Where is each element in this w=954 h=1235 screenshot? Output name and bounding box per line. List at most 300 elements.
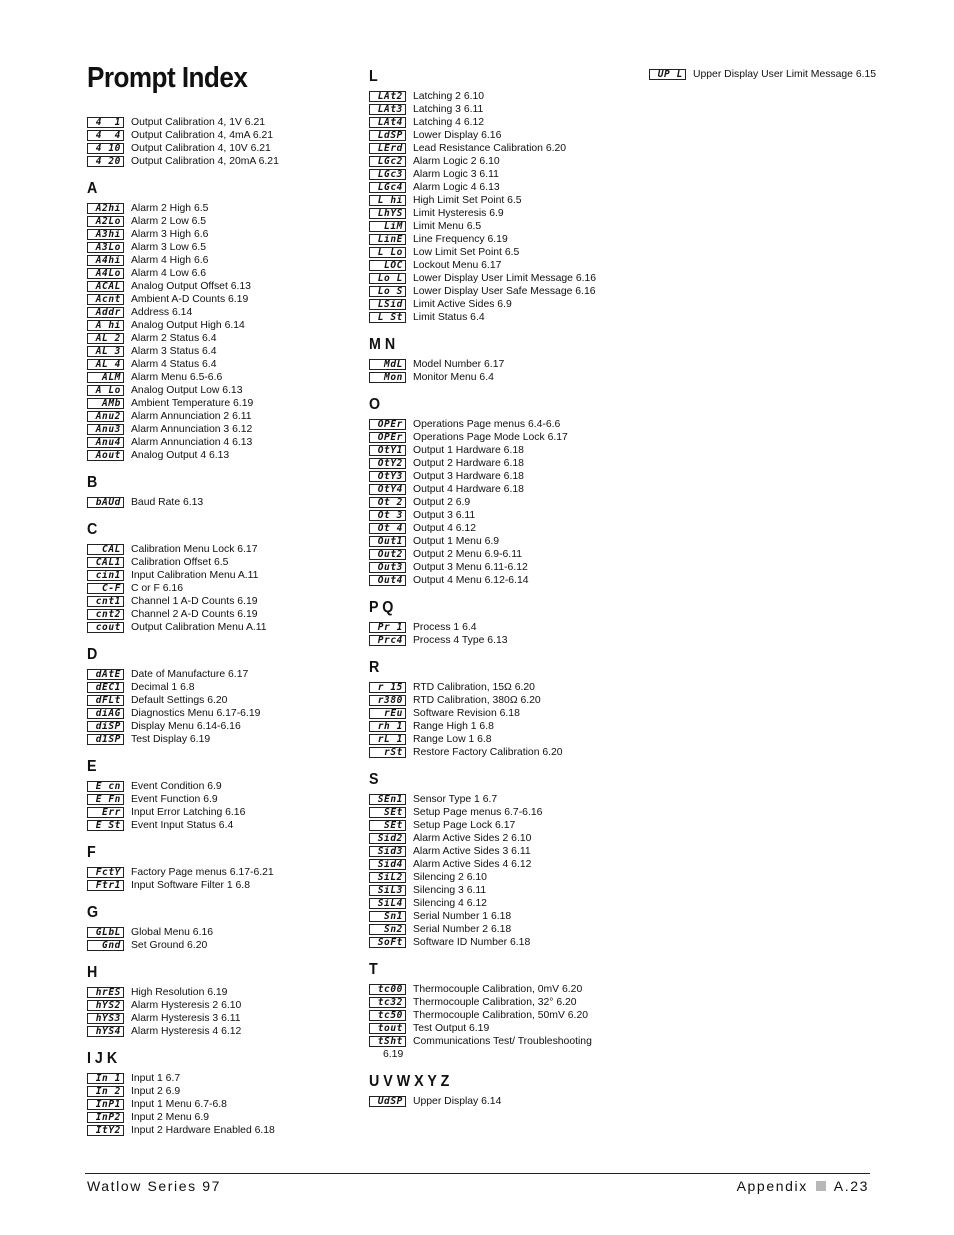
index-entry xyxy=(87,806,357,819)
entry-description: Alarm 3 Low 6.5 xyxy=(131,242,207,253)
entry-description: Serial Number 2 6.18 xyxy=(413,924,512,935)
display-prompt-code: A3hi xyxy=(87,229,124,240)
display-prompt-code: bAUd xyxy=(87,497,124,508)
entry-description: High Limit Set Point 6.5 xyxy=(413,195,522,206)
section-letter-heading: R xyxy=(369,659,380,676)
display-prompt-code: Sid4 xyxy=(369,859,406,870)
display-prompt-code: rEu xyxy=(369,708,406,719)
page-title: Prompt Index xyxy=(87,62,248,94)
entry-description: Lockout Menu 6.17 xyxy=(413,260,502,271)
index-entry xyxy=(87,694,357,707)
index-entry xyxy=(87,215,357,228)
index-entry xyxy=(369,194,639,207)
index-entry xyxy=(87,926,357,939)
section-letter-heading: G xyxy=(87,904,99,921)
entry-description: Alarm 4 Status 6.4 xyxy=(131,359,217,370)
display-prompt-code: diSP xyxy=(87,721,124,732)
display-prompt-code: LGc4 xyxy=(369,182,406,193)
entry-description: Alarm Logic 3 6.11 xyxy=(413,169,499,180)
index-entry xyxy=(369,1095,639,1108)
entry-description: Output Calibration Menu A.11 xyxy=(131,622,267,633)
index-section xyxy=(369,659,639,759)
display-prompt-code: Out3 xyxy=(369,562,406,573)
entry-description: Limit Menu 6.5 xyxy=(413,221,482,232)
index-entry xyxy=(369,522,639,535)
entry-description: Input Calibration Menu A.11 xyxy=(131,570,259,581)
entry-description: Alarm 4 Low 6.6 xyxy=(131,268,207,279)
index-entry xyxy=(87,707,357,720)
entry-description: Input 2 6.9 xyxy=(131,1086,181,1097)
display-prompt-code: A hi xyxy=(87,320,124,331)
entry-description: Input 1 6.7 xyxy=(131,1073,181,1084)
square-bullet-icon xyxy=(816,1181,826,1191)
index-section xyxy=(369,961,639,1061)
entry-description: Alarm 2 Low 6.5 xyxy=(131,216,207,227)
footer-page-info xyxy=(737,1178,869,1194)
display-prompt-code: SEt xyxy=(369,807,406,818)
display-prompt-code: ACAL xyxy=(87,281,124,292)
index-entry xyxy=(369,129,639,142)
index-entry xyxy=(369,923,639,936)
index-entry xyxy=(87,1124,357,1137)
display-prompt-code: OtY3 xyxy=(369,471,406,482)
index-entry xyxy=(369,220,639,233)
entry-description: Output Calibration 4, 4mA 6.21 xyxy=(131,130,274,141)
entry-description: Input 1 Menu 6.7-6.8 xyxy=(131,1099,227,1110)
display-prompt-code: AMb xyxy=(87,398,124,409)
index-entry xyxy=(369,181,639,194)
index-entry xyxy=(87,423,357,436)
entry-description: Upper Display 6.14 xyxy=(413,1096,502,1107)
display-prompt-code: L Lo xyxy=(369,247,406,258)
index-entry xyxy=(369,832,639,845)
index-entry xyxy=(369,936,639,949)
index-entry xyxy=(87,267,357,280)
display-prompt-code: 4 4 xyxy=(87,130,124,141)
display-prompt-code: OtY1 xyxy=(369,445,406,456)
display-prompt-code: SiL4 xyxy=(369,898,406,909)
footer-section: Appendix xyxy=(736,1178,808,1194)
entry-description: Limit Hysteresis 6.9 xyxy=(413,208,504,219)
display-prompt-code: Prc4 xyxy=(369,635,406,646)
index-entry xyxy=(369,259,639,272)
display-prompt-code: hrES xyxy=(87,987,124,998)
entry-description: Decimal 1 6.8 xyxy=(131,682,195,693)
display-prompt-code: A2hi xyxy=(87,203,124,214)
index-entry xyxy=(369,233,639,246)
entry-description: Input Software Filter 1 6.8 xyxy=(131,880,250,891)
display-prompt-code: tSht xyxy=(369,1036,406,1047)
index-entry xyxy=(87,556,357,569)
display-prompt-code: E cn xyxy=(87,781,124,792)
index-column-1 xyxy=(87,116,357,1137)
display-prompt-code: InP2 xyxy=(87,1112,124,1123)
index-entry xyxy=(369,371,639,384)
display-prompt-code: E Fn xyxy=(87,794,124,805)
entry-description: Diagnostics Menu 6.17-6.19 xyxy=(131,708,261,719)
index-entry xyxy=(87,582,357,595)
entry-description: Address 6.14 xyxy=(131,307,193,318)
entry-description: Range Low 1 6.8 xyxy=(413,734,492,745)
entry-description: Alarm Hysteresis 3 6.11 xyxy=(131,1013,241,1024)
entry-description: Alarm Annunciation 3 6.12 xyxy=(131,424,253,435)
display-prompt-code: Sid3 xyxy=(369,846,406,857)
index-column-3 xyxy=(649,68,919,81)
entry-description: Alarm 2 Status 6.4 xyxy=(131,333,217,344)
display-prompt-code: A Lo xyxy=(87,385,124,396)
index-entry xyxy=(369,897,639,910)
entry-description: Output 4 6.12 xyxy=(413,523,476,534)
entry-description: Software Revision 6.18 xyxy=(413,708,520,719)
entry-description: Channel 1 A-D Counts 6.19 xyxy=(131,596,258,607)
index-entry xyxy=(369,142,639,155)
display-prompt-code: In 2 xyxy=(87,1086,124,1097)
display-prompt-code: LGc3 xyxy=(369,169,406,180)
index-entry xyxy=(87,1098,357,1111)
entry-description: Global Menu 6.16 xyxy=(131,927,214,938)
display-prompt-code: cnt2 xyxy=(87,609,124,620)
display-prompt-code: A2Lo xyxy=(87,216,124,227)
index-entry xyxy=(369,793,639,806)
display-prompt-code: C-F xyxy=(87,583,124,594)
index-entry xyxy=(87,280,357,293)
entry-description: Alarm 4 High 6.6 xyxy=(131,255,209,266)
display-prompt-code: rL 1 xyxy=(369,734,406,745)
display-prompt-code: AL 3 xyxy=(87,346,124,357)
index-entry xyxy=(369,845,639,858)
entry-description: Test Output 6.19 xyxy=(413,1023,490,1034)
entry-description: Calibration Offset 6.5 xyxy=(131,557,229,568)
display-prompt-code: OtY2 xyxy=(369,458,406,469)
entry-description: Sensor Type 1 6.7 xyxy=(413,794,498,805)
display-prompt-code: ALM xyxy=(87,372,124,383)
entry-description: Alarm Logic 4 6.13 xyxy=(413,182,500,193)
entry-description: Model Number 6.17 xyxy=(413,359,505,370)
index-entry xyxy=(369,103,639,116)
display-prompt-code: OPEr xyxy=(369,419,406,430)
index-entry xyxy=(649,68,919,81)
display-prompt-code: Addr xyxy=(87,307,124,318)
entry-description: Latching 4 6.12 xyxy=(413,117,485,128)
index-entry xyxy=(369,483,639,496)
display-prompt-code: In 1 xyxy=(87,1073,124,1084)
entry-description: Output 3 6.11 xyxy=(413,510,476,521)
entry-description: Output Calibration 4, 20mA 6.21 xyxy=(131,156,279,167)
entry-description: Channel 2 A-D Counts 6.19 xyxy=(131,609,258,620)
display-prompt-code: Out2 xyxy=(369,549,406,560)
entry-description: Thermocouple Calibration, 50mV 6.20 xyxy=(413,1010,589,1021)
display-prompt-code: Ftr1 xyxy=(87,880,124,891)
display-prompt-code: L St xyxy=(369,312,406,323)
entry-description: Output 4 Menu 6.12-6.14 xyxy=(413,575,529,586)
entry-description: Baud Rate 6.13 xyxy=(131,497,204,508)
display-prompt-code: hYS4 xyxy=(87,1026,124,1037)
index-entry xyxy=(369,707,639,720)
display-prompt-code: Ot 4 xyxy=(369,523,406,534)
entry-description: RTD Calibration, 15Ω 6.20 xyxy=(413,682,535,693)
entry-description: High Resolution 6.19 xyxy=(131,987,228,998)
entry-description: Output 3 Hardware 6.18 xyxy=(413,471,524,482)
index-entry xyxy=(87,720,357,733)
entry-description: Alarm Active Sides 4 6.12 xyxy=(413,859,532,870)
display-prompt-code: OtY4 xyxy=(369,484,406,495)
entry-description: Operations Page menus 6.4-6.6 xyxy=(413,419,561,430)
index-entry xyxy=(369,90,639,103)
index-entry xyxy=(369,444,639,457)
index-entry xyxy=(369,694,639,707)
index-entry xyxy=(87,254,357,267)
footer-product-name: Watlow Series 97 xyxy=(87,1178,222,1194)
display-prompt-code: cout xyxy=(87,622,124,633)
index-section xyxy=(87,646,357,746)
index-entry xyxy=(369,561,639,574)
entry-description: Alarm Hysteresis 4 6.12 xyxy=(131,1026,242,1037)
index-section xyxy=(369,1073,639,1108)
display-prompt-code: dAtE xyxy=(87,669,124,680)
display-prompt-code: UdSP xyxy=(369,1096,406,1107)
index-entry xyxy=(87,1111,357,1124)
index-entry xyxy=(87,129,357,142)
display-prompt-code: SEn1 xyxy=(369,794,406,805)
index-entry xyxy=(87,371,357,384)
display-prompt-code: SiL2 xyxy=(369,872,406,883)
index-entry xyxy=(87,397,357,410)
entry-description: Output 3 Menu 6.11-6.12 xyxy=(413,562,528,573)
index-entry xyxy=(87,384,357,397)
entry-description: Date of Manufacture 6.17 xyxy=(131,669,249,680)
index-entry xyxy=(87,202,357,215)
index-entry xyxy=(87,733,357,746)
entry-description: Silencing 2 6.10 xyxy=(413,872,487,883)
index-entry xyxy=(87,681,357,694)
index-section xyxy=(87,904,357,952)
index-entry xyxy=(369,1022,639,1035)
index-section xyxy=(87,474,357,509)
display-prompt-code: LErd xyxy=(369,143,406,154)
entry-description: Analog Output Low 6.13 xyxy=(131,385,243,396)
display-prompt-code: LSid xyxy=(369,299,406,310)
display-prompt-code: GLbL xyxy=(87,927,124,938)
index-entry xyxy=(87,306,357,319)
entry-description: Ambient A-D Counts 6.19 xyxy=(131,294,249,305)
entry-description: Serial Number 1 6.18 xyxy=(413,911,512,922)
display-prompt-code: hYS2 xyxy=(87,1000,124,1011)
section-letter-heading: H xyxy=(87,964,98,981)
index-entry xyxy=(87,410,357,423)
index-entry xyxy=(87,866,357,879)
index-entry xyxy=(87,436,357,449)
index-entry xyxy=(87,358,357,371)
entry-description: Input 2 Hardware Enabled 6.18 xyxy=(131,1125,275,1136)
display-prompt-code: Acnt xyxy=(87,294,124,305)
display-prompt-code: 4 10 xyxy=(87,143,124,154)
section-letter-heading: P Q xyxy=(369,599,394,616)
display-prompt-code: AL 4 xyxy=(87,359,124,370)
index-entry xyxy=(87,621,357,634)
index-entry xyxy=(87,780,357,793)
index-entry xyxy=(369,207,639,220)
display-prompt-code: InP1 xyxy=(87,1099,124,1110)
entry-description: Line Frequency 6.19 xyxy=(413,234,508,245)
index-section xyxy=(369,68,639,324)
entry-description: Lower Display User Safe Message 6.16 xyxy=(413,286,596,297)
index-entry xyxy=(369,574,639,587)
entry-description: Ambient Temperature 6.19 xyxy=(131,398,254,409)
index-section xyxy=(87,116,357,168)
display-prompt-code: A3Lo xyxy=(87,242,124,253)
entry-description: Output 1 Menu 6.9 xyxy=(413,536,500,547)
index-section xyxy=(369,336,639,384)
entry-description: Lower Display User Limit Message 6.16 xyxy=(413,273,597,284)
index-section xyxy=(87,180,357,462)
display-prompt-code: OPEr xyxy=(369,432,406,443)
entry-description: Factory Page menus 6.17-6.21 xyxy=(131,867,274,878)
index-entry xyxy=(87,879,357,892)
index-entry xyxy=(369,910,639,923)
index-entry xyxy=(369,535,639,548)
index-entry xyxy=(87,241,357,254)
index-entry xyxy=(369,871,639,884)
index-section xyxy=(87,1050,357,1137)
index-entry xyxy=(369,311,639,324)
section-letter-heading: U V W X Y Z xyxy=(369,1073,450,1090)
section-letter-heading: S xyxy=(369,771,379,788)
index-entry xyxy=(369,285,639,298)
index-entry xyxy=(369,733,639,746)
entry-description: Alarm Menu 6.5-6.6 xyxy=(131,372,223,383)
index-entry xyxy=(87,142,357,155)
display-prompt-code: E St xyxy=(87,820,124,831)
display-prompt-code: LAt3 xyxy=(369,104,406,115)
display-prompt-code: tc32 xyxy=(369,997,406,1008)
entry-description: Silencing 4 6.12 xyxy=(413,898,487,909)
entry-description: Test Display 6.19 xyxy=(131,734,211,745)
index-section xyxy=(87,844,357,892)
index-entry xyxy=(369,457,639,470)
entry-description: Analog Output High 6.14 xyxy=(131,320,245,331)
entry-description: Limit Active Sides 6.9 xyxy=(413,299,512,310)
entry-description: Alarm Logic 2 6.10 xyxy=(413,156,500,167)
entry-description: Thermocouple Calibration, 0mV 6.20 xyxy=(413,984,583,995)
entry-description: Range High 1 6.8 xyxy=(413,721,494,732)
index-entry xyxy=(87,999,357,1012)
display-prompt-code: 4 20 xyxy=(87,156,124,167)
display-prompt-code: hYS3 xyxy=(87,1013,124,1024)
index-entry xyxy=(369,246,639,259)
display-prompt-code: LAt4 xyxy=(369,117,406,128)
entry-description: Limit Status 6.4 xyxy=(413,312,485,323)
display-prompt-code: UP L xyxy=(649,69,686,80)
index-entry xyxy=(369,509,639,522)
section-letter-heading: D xyxy=(87,646,98,663)
index-entry xyxy=(87,939,357,952)
entry-description: Latching 2 6.10 xyxy=(413,91,485,102)
footer-page-number: A.23 xyxy=(833,1178,869,1194)
entry-description: Alarm 3 Status 6.4 xyxy=(131,346,217,357)
index-entry xyxy=(87,668,357,681)
display-prompt-code: r380 xyxy=(369,695,406,706)
display-prompt-code: Sn1 xyxy=(369,911,406,922)
index-section xyxy=(369,396,639,587)
display-prompt-code: LiM xyxy=(369,221,406,232)
section-letter-heading: O xyxy=(369,396,381,413)
display-prompt-code: tout xyxy=(369,1023,406,1034)
entry-description: Event Function 6.9 xyxy=(131,794,218,805)
index-entry xyxy=(369,681,639,694)
display-prompt-code: CAL xyxy=(87,544,124,555)
display-prompt-code: A4Lo xyxy=(87,268,124,279)
section-letter-heading: T xyxy=(369,961,378,978)
footer-divider xyxy=(85,1173,870,1174)
entry-description: Communications Test/ Troubleshooting xyxy=(413,1036,592,1047)
index-section xyxy=(87,521,357,634)
index-entry xyxy=(87,332,357,345)
entry-description: Alarm Annunciation 4 6.13 xyxy=(131,437,253,448)
display-prompt-code: 4 1 xyxy=(87,117,124,128)
index-entry xyxy=(369,155,639,168)
entry-description: Silencing 3 6.11 xyxy=(413,885,487,896)
entry-description: Alarm Hysteresis 2 6.10 xyxy=(131,1000,242,1011)
display-prompt-code: Lo S xyxy=(369,286,406,297)
index-entry xyxy=(87,608,357,621)
entry-description: Operations Page Mode Lock 6.17 xyxy=(413,432,568,443)
index-section xyxy=(369,599,639,647)
entry-description: Output 1 Hardware 6.18 xyxy=(413,445,524,456)
index-entry xyxy=(369,806,639,819)
display-prompt-code: Anu3 xyxy=(87,424,124,435)
index-entry xyxy=(369,116,639,129)
index-entry xyxy=(87,293,357,306)
index-entry xyxy=(87,569,357,582)
entry-description: Event Input Status 6.4 xyxy=(131,820,234,831)
index-entry xyxy=(369,431,639,444)
display-prompt-code: tc50 xyxy=(369,1010,406,1021)
entry-description: Display Menu 6.14-6.16 xyxy=(131,721,241,732)
entry-description: Process 4 Type 6.13 xyxy=(413,635,508,646)
index-entry xyxy=(369,1035,639,1048)
display-prompt-code: diAG xyxy=(87,708,124,719)
display-prompt-code: SoFt xyxy=(369,937,406,948)
section-letter-heading: C xyxy=(87,521,98,538)
display-prompt-code: L hi xyxy=(369,195,406,206)
display-prompt-code: dFLt xyxy=(87,695,124,706)
index-entry xyxy=(369,548,639,561)
display-prompt-code: SEt xyxy=(369,820,406,831)
index-entry xyxy=(369,168,639,181)
entry-description: Input Error Latching 6.16 xyxy=(131,807,246,818)
entry-description: Output 2 Hardware 6.18 xyxy=(413,458,524,469)
display-prompt-code: Ot 2 xyxy=(369,497,406,508)
display-prompt-code: Pr 1 xyxy=(369,622,406,633)
index-entry xyxy=(369,470,639,483)
section-letter-heading: M N xyxy=(369,336,396,353)
display-prompt-code: tc00 xyxy=(369,984,406,995)
display-prompt-code: LhYS xyxy=(369,208,406,219)
entry-description: Analog Output 4 6.13 xyxy=(131,450,230,461)
display-prompt-code: Mon xyxy=(369,372,406,383)
index-entry xyxy=(369,819,639,832)
display-prompt-code: Err xyxy=(87,807,124,818)
index-entry xyxy=(87,1025,357,1038)
index-entry xyxy=(369,884,639,897)
entry-description: Event Condition 6.9 xyxy=(131,781,222,792)
entry-description: Restore Factory Calibration 6.20 xyxy=(413,747,563,758)
index-section xyxy=(649,68,919,81)
entry-description: Upper Display User Limit Message 6.15 xyxy=(693,69,877,80)
entry-description: Setup Page Lock 6.17 xyxy=(413,820,516,831)
entry-page-continuation: 6.19 xyxy=(383,1049,404,1060)
display-prompt-code: Lo L xyxy=(369,273,406,284)
